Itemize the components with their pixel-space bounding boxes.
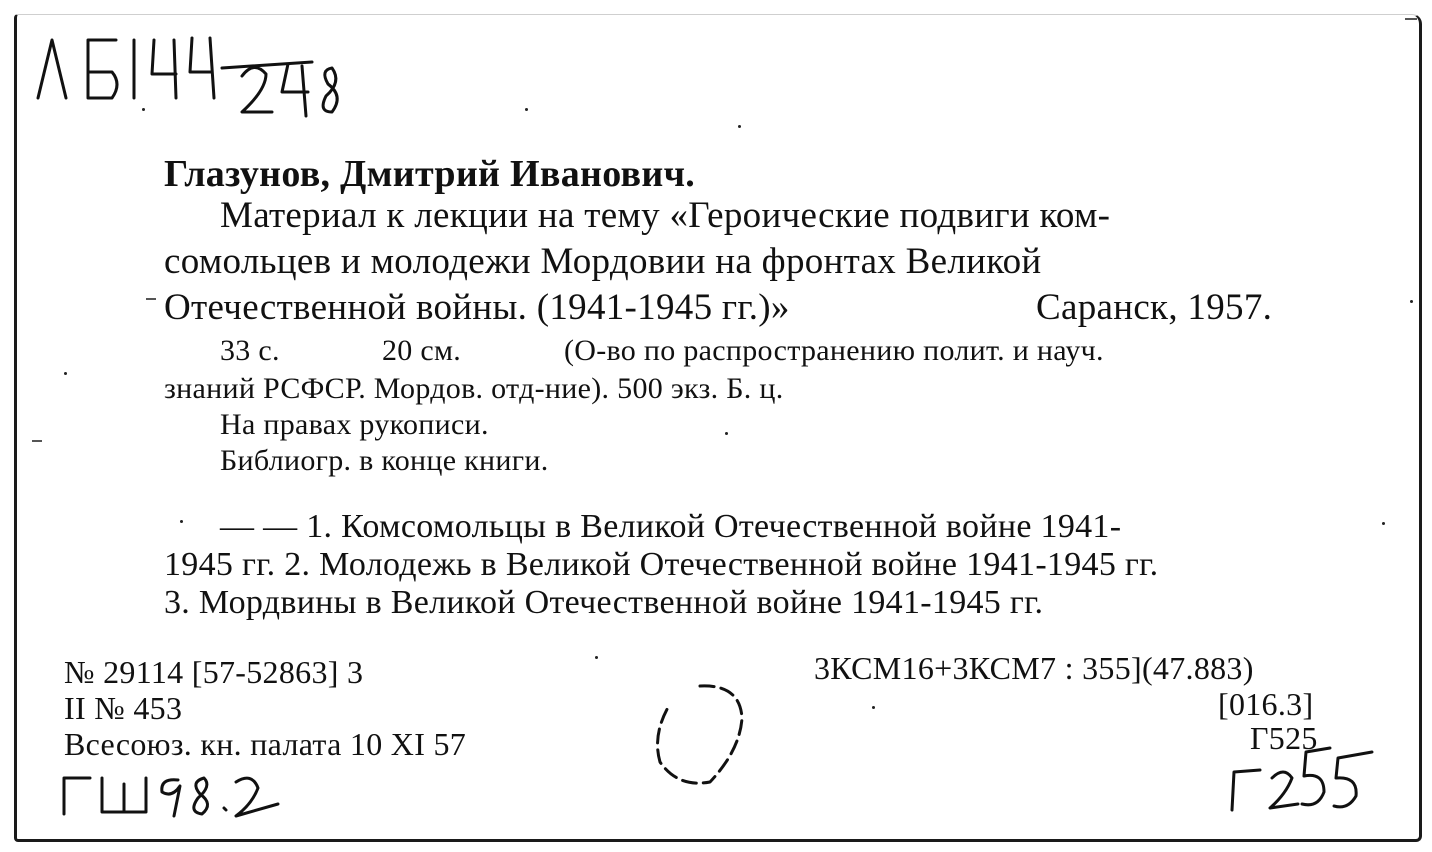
title-line-2: сомольцев и молодежи Мордовии на фронтах Великой: [164, 241, 1042, 282]
title-line-3: Отечественной войны. (1941-1945 гг.)»: [164, 287, 790, 328]
title-line-1: Материал к лекции на тему «Героические подвиги ком-: [220, 195, 1111, 236]
print-speck: [595, 656, 598, 659]
collation-size: 20 см.: [382, 334, 462, 367]
note-bibliography: Библиогр. в конце книги.: [220, 444, 549, 477]
author-mark: Г525: [1250, 720, 1318, 756]
handwritten-code-bottom-left: [56, 764, 296, 824]
chamber-date: Всесоюз. кн. палата 10 XI 57: [64, 726, 467, 762]
print-speck: [1382, 522, 1385, 525]
print-speck: [525, 108, 528, 111]
subject-line-2: 1945 гг. 2. Молодежь в Великой Отечественной войне 1941-1945 гг.: [164, 546, 1159, 583]
print-speck: [725, 432, 728, 435]
imprint-place-year: Саранск, 1957.: [1036, 287, 1273, 328]
handwritten-number-248: [236, 56, 356, 126]
print-dash: [146, 298, 156, 300]
collation-series: (О-во по распространению полит. и науч.: [564, 334, 1104, 367]
classification-subcode: [016.3]: [1218, 686, 1314, 722]
print-speck: [64, 372, 67, 375]
subject-line-3: 3. Мордвины в Великой Отечественной войне 1941-1945 гг.: [164, 584, 1044, 621]
print-speck: [872, 706, 875, 709]
collation-pages: 33 с.: [220, 334, 280, 367]
print-speck: [142, 108, 145, 111]
author-heading: Глазунов, Дмитрий Иванович.: [164, 153, 696, 195]
print-speck: [1410, 300, 1413, 303]
note-manuscript: На правах рукописи.: [220, 408, 489, 441]
registry-number: № 29114 [57-52863] 3: [64, 654, 364, 690]
collation-series-continued: знаний РСФСР. Мордов. отд-ние). 500 экз. Б. ц.: [164, 372, 784, 405]
print-speck: [738, 125, 741, 128]
subject-line-1: — — 1. Комсомольцы в Великой Отечественной войне 1941-: [220, 508, 1122, 545]
series-number: II № 453: [64, 690, 183, 726]
print-dash: [32, 440, 42, 442]
classification-code: 3КСМ16+3КСМ7 : 355](47.883): [814, 650, 1254, 686]
print-speck: [180, 520, 183, 523]
stamp-ring: [648, 678, 760, 794]
print-dash: [1405, 18, 1417, 20]
